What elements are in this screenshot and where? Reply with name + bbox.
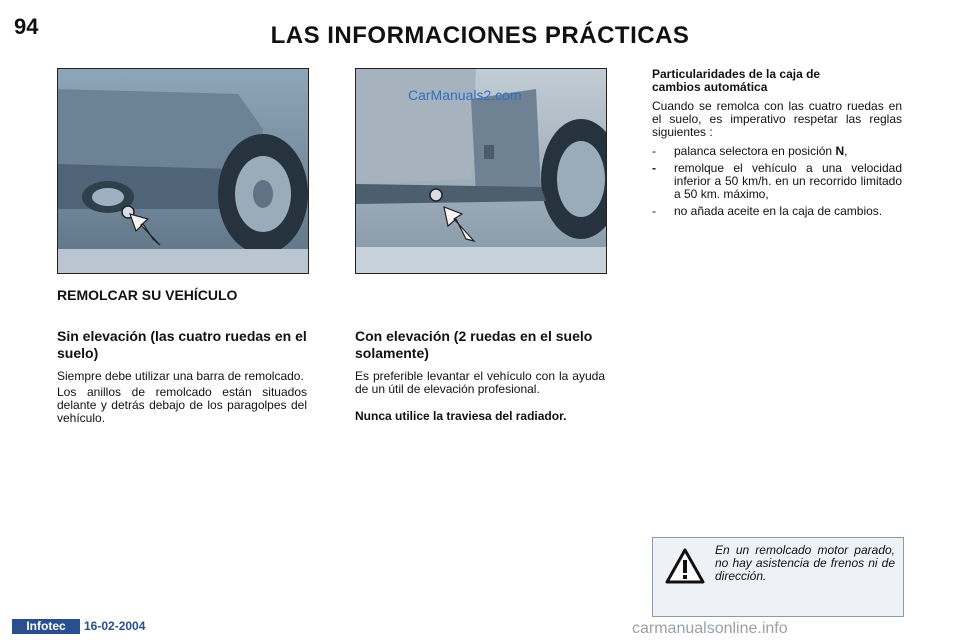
page-title: LAS INFORMACIONES PRÁCTICAS [270, 22, 690, 49]
middle-column [355, 328, 605, 423]
left-column [57, 328, 307, 425]
warning-box [652, 537, 904, 617]
infotec-logo: Infotec [12, 619, 80, 634]
warning-text: En un remolcado motor parado, no hay asistencia de frenos ni de dirección. [715, 543, 895, 583]
right-column-title: Particularidades de la caja de cambios automática [652, 67, 821, 94]
middle-warning-text: Nunca utilice la traviesa del radiador. [355, 409, 567, 423]
watermark-text: CarManuals2.com [408, 87, 522, 103]
right-intro: Cuando se remolca con las cuatro ruedas en el suelo, es imperativo respetar las reglas siguientes : [652, 99, 902, 139]
left-subtitle: Sin elevación (las cuatro ruedas en el suelo) [57, 328, 307, 361]
left-paragraph-2: Los anillos de remolcado están situados delante y detrás debajo de los paragolpes del vehículo. [57, 385, 307, 425]
page-number: 94 [14, 14, 39, 39]
left-paragraph-1: Siempre debe utilizar una barra de remolcado. [57, 369, 304, 383]
middle-paragraph-1: Es preferible levantar el vehículo con la ayuda de un útil de elevación profesional. [355, 369, 605, 396]
list-item: - remolque el vehículo a una velocidad inferior a 50 km/h. en un recorrido limitado a 50 km. máximo, [652, 161, 902, 201]
list-item: - palanca selectora en posición N, [652, 144, 848, 158]
front-towing-illustration [57, 68, 309, 274]
selector-position: N [835, 144, 845, 158]
section-title: REMOLCAR SU VEHÍCULO [57, 287, 238, 303]
middle-subtitle: Con elevación (2 ruedas en el suelo solamente) [355, 328, 593, 361]
footer-site-watermark: carmanualsonline.info [632, 620, 788, 637]
footer-date: 16-02-2004 [84, 619, 146, 633]
list-item: - no añada aceite en la caja de cambios. [652, 204, 883, 218]
right-column [652, 68, 902, 222]
warning-triangle-icon [665, 548, 705, 584]
rear-towing-illustration [355, 68, 607, 274]
rules-list [652, 145, 902, 218]
